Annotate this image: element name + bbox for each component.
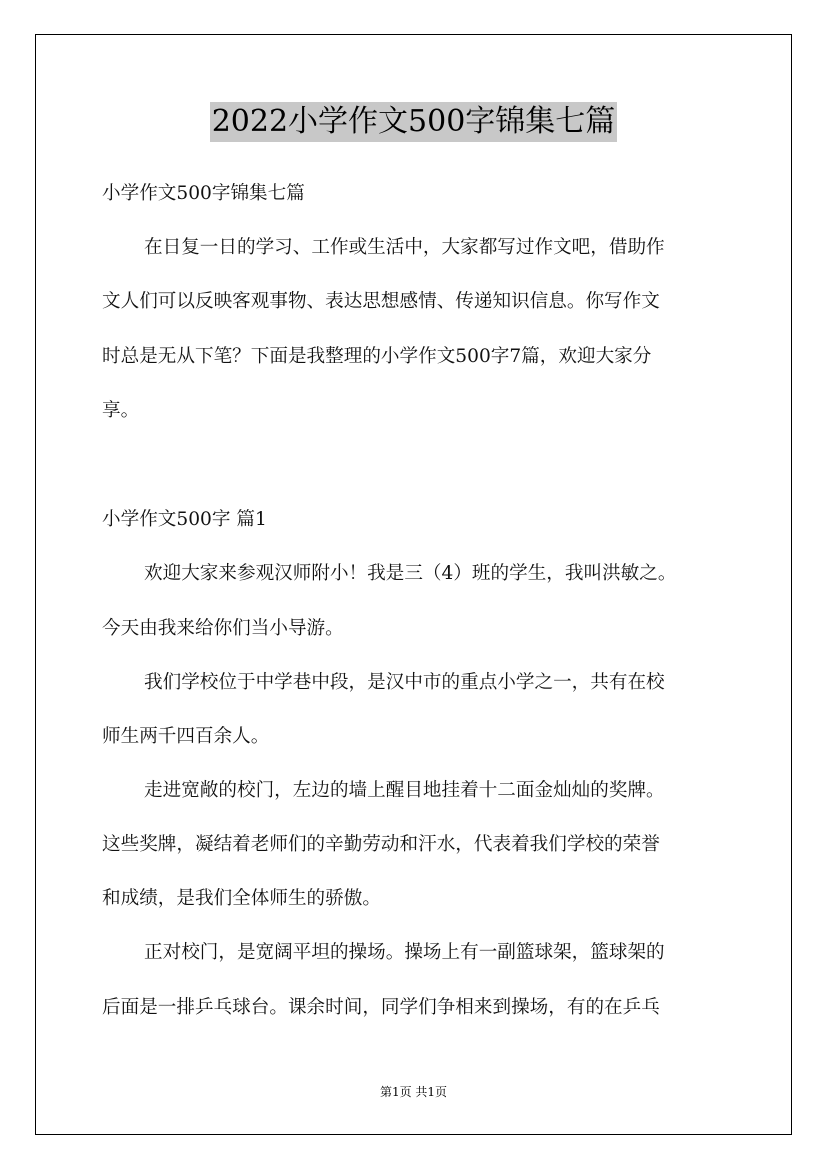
- body-line-3: 我们学校位于中学巷中段，是汉中市的重点小学之一，共有在校: [144, 672, 665, 693]
- title-container: [0, 102, 827, 142]
- body-line-1: 欢迎大家来参观汉师附小！我是三（4）班的学生，我叫洪敏之。: [144, 563, 677, 584]
- section-heading: 小学作文500字 篇1: [102, 509, 267, 530]
- body-line-4: 师生两千四百余人。: [102, 726, 270, 747]
- intro-line-3: 时总是无从下笔？下面是我整理的小学作文500字7篇，欢迎大家分: [102, 346, 652, 367]
- document-title: 2022小学作文500字锦集七篇: [210, 102, 618, 142]
- body-line-8: 正对校门，是宽阔平坦的操场。操场上有一副篮球架，篮球架的: [144, 942, 665, 963]
- body-line-5: 走进宽敞的校门，左边的墙上醒目地挂着十二面金灿灿的奖牌。: [144, 780, 665, 801]
- body-line-6: 这些奖牌，凝结着老师们的辛勤劳动和汗水，代表着我们学校的荣誉: [102, 834, 660, 855]
- intro-line-1: 在日复一日的学习、工作或生活中，大家都写过作文吧，借助作: [144, 237, 665, 258]
- page-footer: 第1页 共1页: [379, 1085, 448, 1099]
- body-line-2: 今天由我来给你们当小导游。: [102, 618, 344, 639]
- body-line-7: 和成绩，是我们全体师生的骄傲。: [102, 888, 381, 909]
- intro-line-4: 享。: [102, 400, 140, 421]
- intro-line-2: 文人们可以反映客观事物、表达思想感情、传递知识信息。你写作文: [102, 291, 660, 312]
- body-line-9: 后面是一排乒乓球台。课余时间，同学们争相来到操场，有的在乒乓: [102, 997, 660, 1018]
- document-subtitle: 小学作文500字锦集七篇: [102, 183, 305, 204]
